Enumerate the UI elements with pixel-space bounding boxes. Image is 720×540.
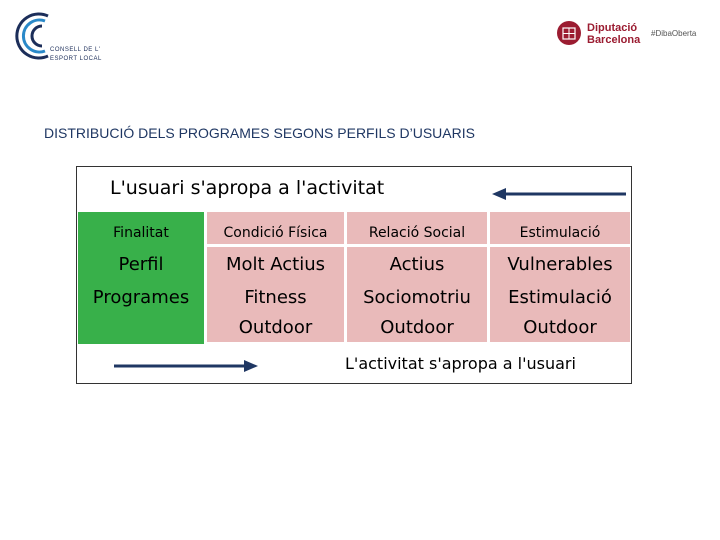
col1-programa-2: Outdoor (238, 317, 313, 338)
top-label: L'usuari s'apropa a l'activitat (110, 177, 385, 199)
row-label-programes: Programes (92, 287, 190, 308)
diputacio-text (587, 22, 640, 46)
col3-programa-2: Outdoor (523, 317, 597, 338)
bottom-label: L'activitat s'apropa a l'usuari (345, 354, 576, 373)
row-label-perfil: Perfil (118, 254, 164, 275)
logo-text-line1: CONSELL DE L' (50, 47, 101, 53)
arrow-left-icon (490, 186, 630, 202)
col2-programa-2: Outdoor (380, 317, 454, 338)
col2-perfil: Actius (389, 254, 445, 275)
col2-finalitat: Relació Social (368, 225, 466, 241)
col2-programa-1: Sociomotriu (363, 287, 471, 308)
row-label-finalitat: Finalitat (113, 225, 169, 241)
diputacio-seal-icon (556, 20, 582, 46)
col3-finalitat: Estimulació (519, 225, 601, 241)
diputacio-line1: Diputació (587, 22, 638, 34)
arrow-right-icon (112, 358, 262, 374)
consell-esport-local-logo (12, 8, 122, 72)
diputacio-barcelona-logo (556, 20, 716, 50)
col3-programa-1: Estimulació (508, 287, 612, 308)
diba-oberta-hashtag: #DibaOberta (651, 29, 697, 38)
diputacio-line2: Barcelona (587, 34, 641, 46)
col3-perfil: Vulnerables (507, 254, 613, 275)
page-title: DISTRIBUCIÓ DELS PROGRAMES SEGONS PERFILS D’USUARIS (44, 125, 475, 141)
logo-text-line2: ESPORT LOCAL (50, 56, 102, 62)
col1-perfil: Molt Actius (225, 254, 326, 275)
col1-programa-1: Fitness (244, 287, 307, 308)
col1-finalitat: Condició Física (223, 225, 328, 241)
